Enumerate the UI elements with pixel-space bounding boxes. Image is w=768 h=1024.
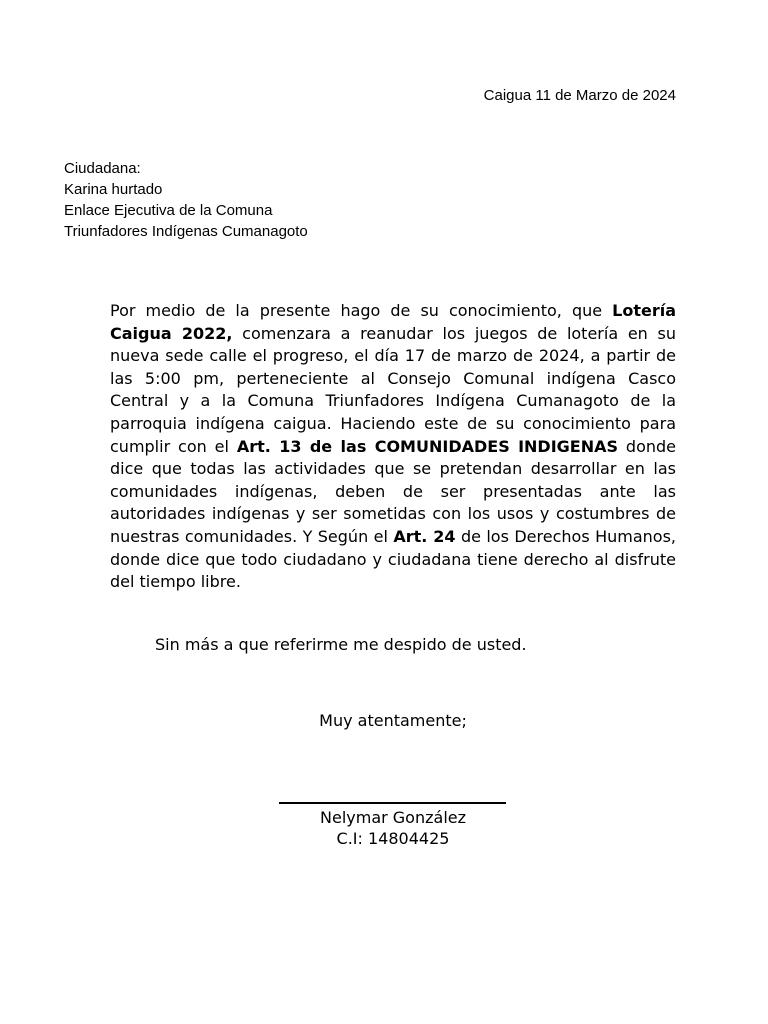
recipient-salutation: Ciudadana: xyxy=(64,160,141,177)
farewell: Muy atentamente; xyxy=(319,711,467,730)
signer-name: Nelymar González xyxy=(320,808,466,827)
body-bold-article-24: Art. 24 xyxy=(393,526,456,546)
recipient-organization: Triunfadores Indígenas Cumanagoto xyxy=(64,223,308,240)
recipient-position: Enlace Ejecutiva de la Comuna xyxy=(64,202,273,219)
body-bold-article-13: Art. 13 de las COMUNIDADES INDIGENAS xyxy=(236,436,619,456)
body-bold-lottery-name: Lotería Caigua 2022, xyxy=(110,301,676,343)
body-text-segment: de los Derechos Humanos, donde dice que todo ciudadano y ciudadana tiene derecho al disfrute del tiempo libre. xyxy=(110,526,676,592)
letter-date: Caigua 11 de Marzo de 2024 xyxy=(483,87,676,104)
signature-line xyxy=(279,802,506,804)
letter-body xyxy=(110,300,676,594)
recipient-name: Karina hurtado xyxy=(64,181,163,198)
closing-line: Sin más a que referirme me despido de usted. xyxy=(155,635,527,654)
body-text-segment: comenzara a reanudar los juegos de lotería en su nueva sede calle el progreso, el día 17 de marzo de 2024, a partir de las 5:00 pm, perteneciente al Consejo Comunal indígena Casco Central y a la Comuna Triunfadores Indígena Cumanagoto de la parroquia indígena caigua. Haciendo este de su conocimiento para cumplir con el xyxy=(110,323,677,456)
recipient-block xyxy=(64,158,308,242)
body-text-segment: donde dice que todas las actividades que se pretendan desarrollar en las comunidades indígenas, deben de ser presentadas ante las autoridades indígenas y ser sometidas con los usos y costumbres de nuestras comunidades. Y Según el xyxy=(110,436,677,546)
body-text-segment: Por medio de la presente hago de su conocimiento, que xyxy=(110,301,613,320)
signer-id: C.I: 14804425 xyxy=(336,829,450,848)
